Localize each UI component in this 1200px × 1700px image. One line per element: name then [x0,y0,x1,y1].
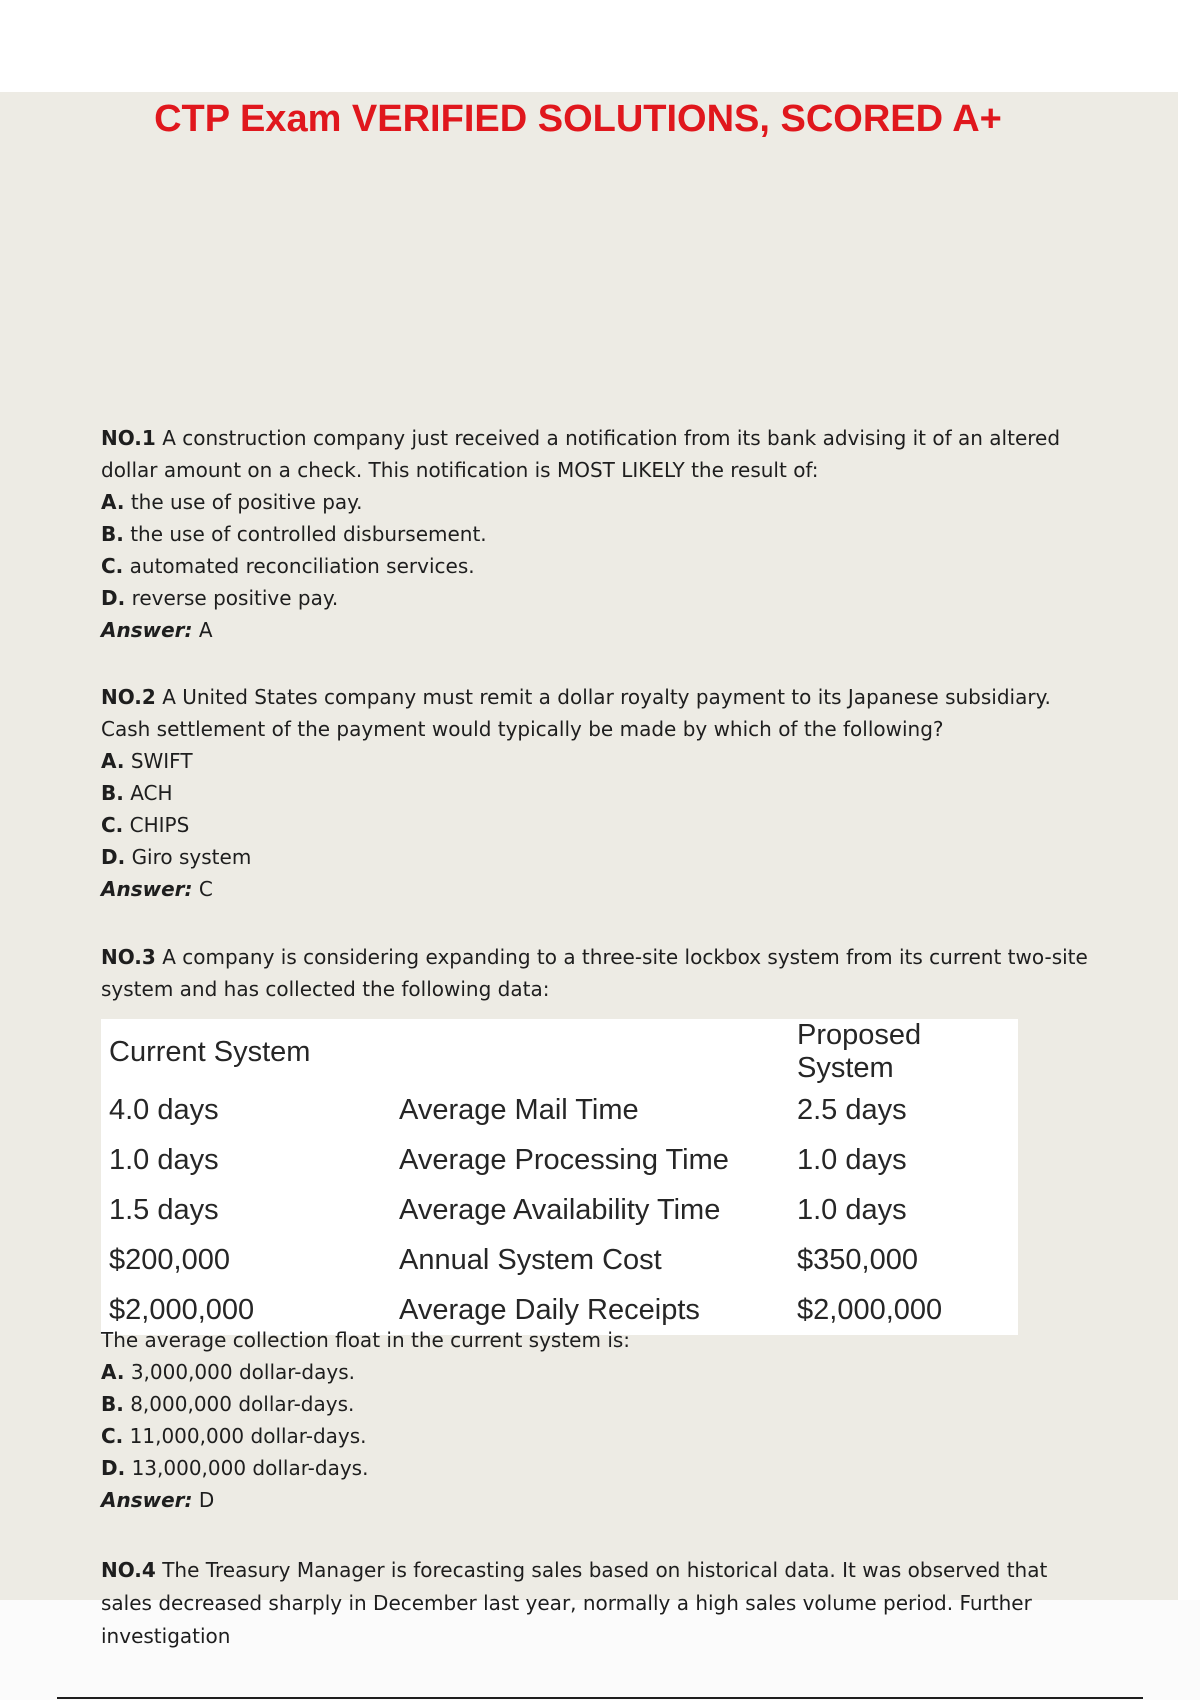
question-stem [101,1554,1091,1653]
option-text: automated reconciliation services. [129,554,475,578]
table-cell: $200,000 [109,1243,230,1276]
answer-line [101,873,1091,905]
option-letter: A. [101,1360,125,1384]
option-b [101,518,1091,550]
table-cell: Average Mail Time [399,1093,639,1126]
document-title: CTP Exam VERIFIED SOLUTIONS, SCORED A+ [154,98,1002,140]
table-cell: $2,000,000 [109,1293,255,1326]
option-letter: C. [101,813,124,837]
option-letter: C. [101,1424,124,1448]
option-letter: D. [101,1456,126,1480]
table-cell: 1.0 days [797,1143,907,1176]
table-cell: $350,000 [797,1243,918,1276]
answer-value: C [198,877,213,901]
question-1 [101,422,1091,646]
answer-label: Answer: [101,1488,193,1512]
table-row [101,1085,1018,1135]
question-prompt: The average collection float in the current system is: [101,1328,631,1352]
table-cell: 4.0 days [109,1093,219,1126]
option-text: the use of positive pay. [130,490,363,514]
question-stem [101,681,1091,745]
option-text: 8,000,000 dollar-days. [130,1392,355,1416]
answer-line [101,614,1091,646]
question-text: A company is considering expanding to a three-site lockbox system from its current two-site system and has collected the following data: [101,945,1088,1001]
table-cell: 1.5 days [109,1193,219,1226]
option-letter: B. [101,781,124,805]
option-text: Giro system [131,845,252,869]
table-cell: $2,000,000 [797,1293,943,1326]
option-letter: B. [101,1392,124,1416]
option-letter: D. [101,845,126,869]
option-text: CHIPS [129,813,190,837]
question-text: A United States company must remit a dollar royalty payment to its Japanese subsidiary. Cash settlement of the payment would typically be made by which of the following? [101,685,1051,741]
option-d [101,582,1091,614]
option-text: reverse positive pay. [131,586,339,610]
question-number: NO.1 [101,426,156,450]
option-text: 3,000,000 dollar-days. [130,1360,355,1384]
option-b [101,1388,1091,1420]
table-cell: 1.0 days [109,1143,219,1176]
table-cell: Average Daily Receipts [399,1293,700,1326]
option-text: 13,000,000 dollar-days. [131,1456,369,1480]
table-row [101,1185,1018,1235]
option-letter: B. [101,522,124,546]
answer-label: Answer: [101,618,193,642]
option-d [101,841,1091,873]
option-c [101,809,1091,841]
question-text: The Treasury Manager is forecasting sales based on historical data. It was observed that sales decreased sharply in December last year, normally a high sales volume period. Further investigation [101,1558,1048,1648]
option-d [101,1452,1091,1484]
table-cell: 1.0 days [797,1193,907,1226]
question-3 [101,941,1091,1005]
table-header-cell: Proposed System [797,1019,922,1084]
table-header-cell: Current System [109,1035,311,1068]
answer-label: Answer: [101,877,193,901]
question-stem [101,941,1091,1005]
question-2 [101,681,1091,905]
option-letter: C. [101,554,124,578]
question-number: NO.4 [101,1558,156,1582]
question-number: NO.3 [101,945,156,969]
table-row [101,1235,1018,1285]
table-cell: Average Processing Time [399,1143,729,1176]
lockbox-data-table [101,1019,1018,1335]
table-header-cell [391,1019,789,1085]
option-text: 11,000,000 dollar-days. [129,1424,367,1448]
question-stem [101,422,1091,486]
option-b [101,777,1091,809]
option-text: ACH [130,781,173,805]
answer-value: A [198,618,213,642]
footer-divider [57,1697,1143,1699]
option-letter: A. [101,490,125,514]
option-a [101,745,1091,777]
table-header-row [101,1019,1018,1085]
question-text: A construction company just received a notification from its bank advising it of an altered dollar amount on a check. This notification is MOST LIKELY the result of: [101,426,1061,482]
table-cell: Average Availability Time [399,1193,721,1226]
option-letter: D. [101,586,126,610]
question-4 [101,1554,1091,1653]
table-row [101,1135,1018,1185]
option-c [101,550,1091,582]
answer-value: D [198,1488,215,1512]
question-number: NO.2 [101,685,156,709]
table-cell: Annual System Cost [399,1243,662,1276]
option-text: SWIFT [130,749,193,773]
option-a [101,486,1091,518]
option-c [101,1420,1091,1452]
question-3-continued [101,1324,1091,1516]
table-cell: 2.5 days [797,1093,907,1126]
option-a [101,1356,1091,1388]
answer-line [101,1484,1091,1516]
option-text: the use of controlled disbursement. [130,522,487,546]
option-letter: A. [101,749,125,773]
